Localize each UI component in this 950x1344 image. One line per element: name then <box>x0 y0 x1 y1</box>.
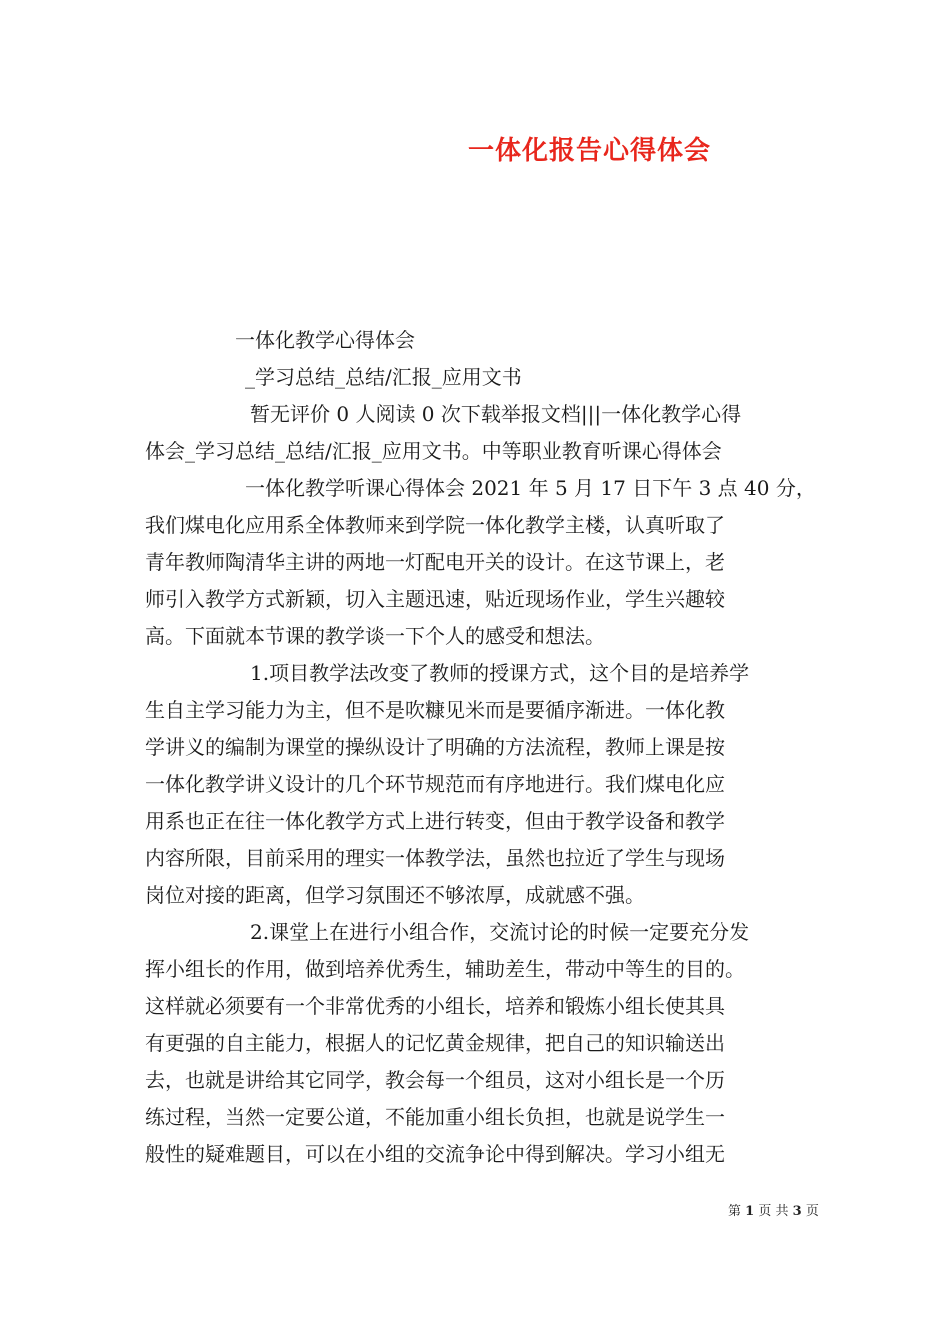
heading-line-1: 一体化教学心得体会 <box>235 328 415 352</box>
paragraph-line: 挥小组长的作用，做到培养优秀生，辅助差生，带动中等生的目的。 <box>145 957 745 981</box>
paragraph-line: 内容所限，目前采用的理实一体教学法，虽然也拉近了学生与现场 <box>145 846 725 870</box>
paragraph-line: 岗位对接的距离，但学习氛围还不够浓厚，成就感不强。 <box>145 883 645 907</box>
paragraph-line: 青年教师陶清华主讲的两地一灯配电开关的设计。在这节课上，老 <box>145 550 725 574</box>
paragraph-line: 去，也就是讲给其它同学，教会每一个组员，这对小组长是一个历 <box>145 1068 725 1092</box>
paragraph-line: 学讲义的编制为课堂的操纵设计了明确的方法流程，教师上课是按 <box>145 735 725 759</box>
paragraph-line: 生自主学习能力为主，但不是吹糠见米而是要循序渐进。一体化教 <box>145 698 725 722</box>
paragraph-line: 一体化教学听课心得体会 2021 年 5 月 17 日下午 3 点 40 分， <box>245 476 816 500</box>
total-pages: 3 <box>792 1204 802 1219</box>
footer-suffix: 页 <box>805 1204 819 1219</box>
paragraph-line: 有更强的自主能力，根据人的记忆黄金规律，把自己的知识输送出 <box>145 1031 725 1055</box>
meta-line-1: 暂无评价 0 人阅读 0 次下载举报文档|||一体化教学心得 <box>250 402 742 426</box>
paragraph-3 <box>145 914 805 1173</box>
paragraph-line: 我们煤电化应用系全体教师来到学院一体化教学主楼，认真听取了 <box>145 513 725 537</box>
page-number-footer <box>728 1200 819 1219</box>
meta-line-2: 体会_学习总结_总结/汇报_应用文书。中等职业教育听课心得体会 <box>145 439 722 463</box>
paragraph-2 <box>145 655 805 914</box>
current-page: 1 <box>745 1204 755 1219</box>
paragraph-line: 高。下面就本节课的教学谈一下个人的感受和想法。 <box>145 624 605 648</box>
footer-middle: 页 共 <box>758 1204 789 1219</box>
paragraph-1 <box>145 470 816 655</box>
document-body <box>145 322 816 1173</box>
document-title: 一体化报告心得体会 <box>468 136 712 166</box>
heading-line-2: _学习总结_总结/汇报_应用文书 <box>245 365 522 389</box>
paragraph-line: 一体化教学讲义设计的几个环节规范而有序地进行。我们煤电化应 <box>145 772 725 796</box>
footer-prefix: 第 <box>728 1204 742 1219</box>
paragraph-line: 1.项目教学法改变了教师的授课方式，这个目的是培养学 <box>250 661 750 685</box>
paragraph-line: 练过程，当然一定要公道，不能加重小组长负担，也就是说学生一 <box>145 1105 725 1129</box>
paragraph-line: 这样就必须要有一个非常优秀的小组长，培养和锻炼小组长使其具 <box>145 994 725 1018</box>
paragraph-line: 用系也正在往一体化教学方式上进行转变，但由于教学设备和教学 <box>145 809 725 833</box>
paragraph-line: 般性的疑难题目，可以在小组的交流争论中得到解决。学习小组无 <box>145 1142 725 1166</box>
paragraph-line: 2.课堂上在进行小组合作，交流讨论的时候一定要充分发 <box>250 920 750 944</box>
paragraph-line: 师引入教学方式新颖，切入主题迅速，贴近现场作业，学生兴趣较 <box>145 587 725 611</box>
